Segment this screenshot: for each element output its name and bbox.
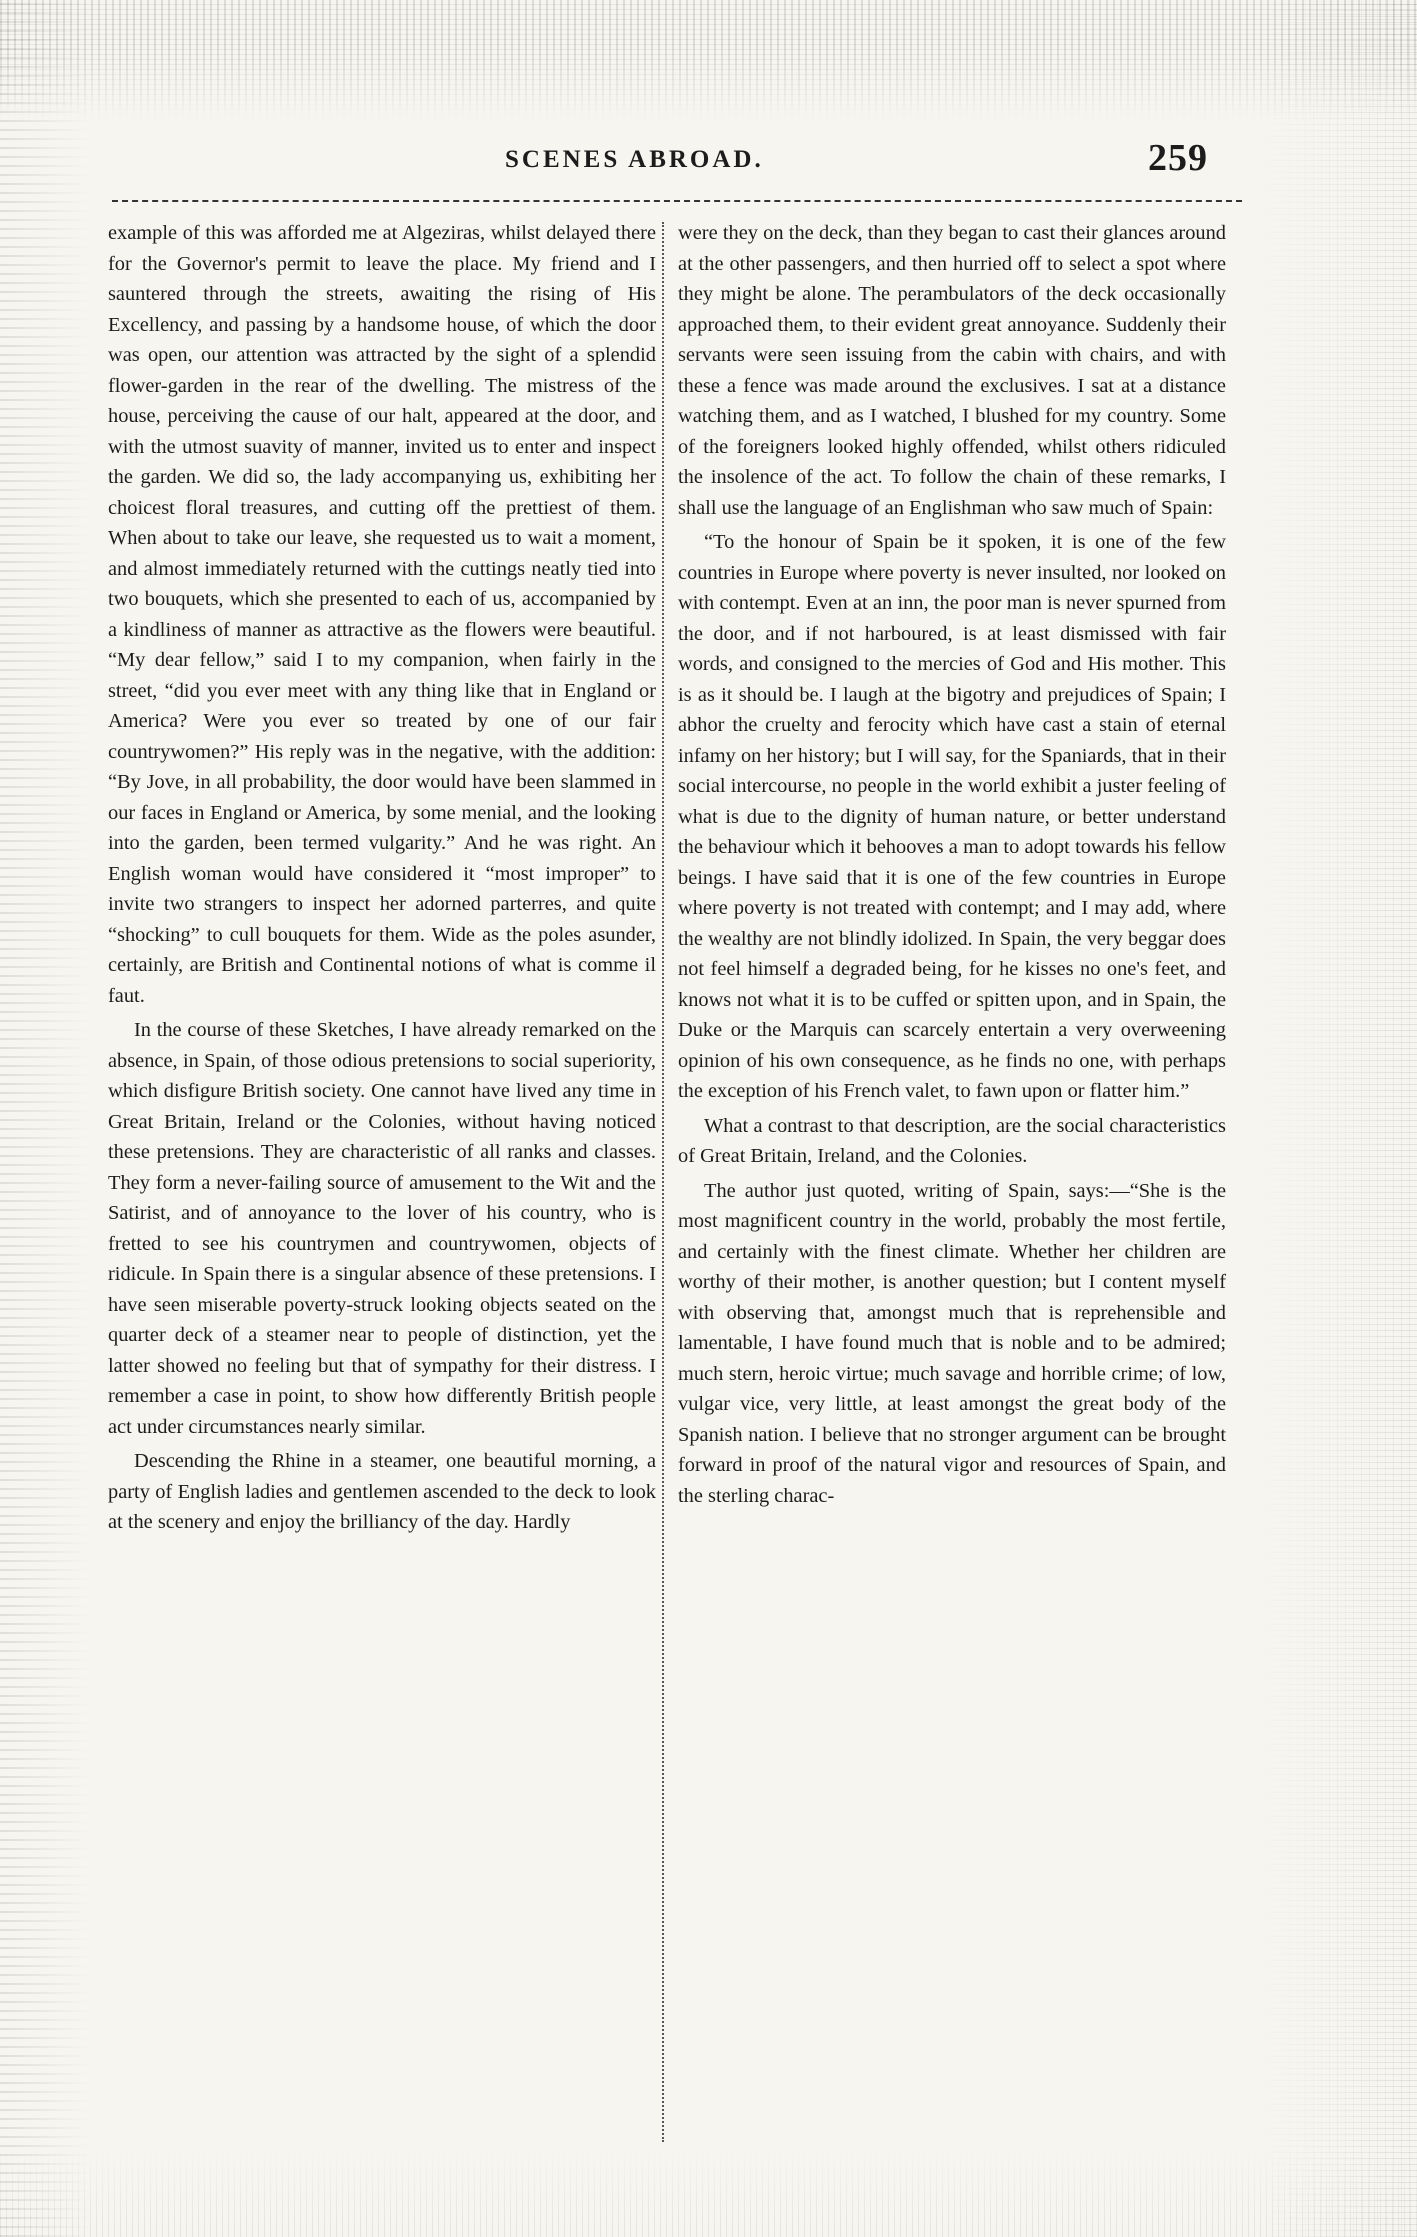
paragraph: example of this was afforded me at Algeziras, whilst delayed there for the Governor's permit to leave the place. My friend and I sauntered through the streets, awaiting the rising of His Excellency, and passing by a handsome house, of which the door was open, our attention was attracted by the sight of a splendid flower-garden in the rear of the dwelling. The mistress of the house, perceiving the cause of our halt, appeared at the door, and with the utmost suavity of manner, invited us to enter and inspect the garden. We did so, the lady accompanying us, exhibiting her choicest floral treasures, and cutting off the prettiest of them. When about to take our leave, she requested us to wait a moment, and almost immediately returned with the cuttings neatly tied into two bouquets, which she presented to each of us, accompanied by a kindliness of manner as attractive as the flowers were beautiful. “My dear fellow,” said I to my companion, when fairly in the street, “did you ever meet with any thing like that in England or America? Were you ever so treated by one of our fair countrywomen?” His reply was in the negative, with the addition: “By Jove, in all probability, the door would have been slammed in our faces in England or America, by some menial, and the looking into the garden, been termed vulgarity.” And he was right. An English woman would have considered it “most improper” to invite two strangers to inspect her adorned parterres, and quite “shocking” to cull bouquets for them. Wide as the poles asunder, certainly, are British and Continental notions of what is comme il faut. xyxy=(108,222,656,1007)
paragraph: “To the honour of Spain be it spoken, it is one of the few countries in Europe where poverty is never insulted, nor looked on with contempt. Even at an inn, the poor man is never spurned from the door, and if not harboured, is at least dismissed with fair words, and consigned to the mercies of God and His mother. This is as it should be. I laugh at the bigotry and prejudices of Spain; I abhor the cruelty and ferocity which have cast a stain of eternal infamy on her history; but I will say, for the Spaniards, that in their social intercourse, no people in the world exhibit a juster feeling of what is due to the dignity of human nature, or better understand the behaviour which it behooves a man to adopt towards his fellow beings. I have said that it is one of the few countries in Europe where poverty is not treated with contempt; and I may add, where the wealthy are not blindly idolized. In Spain, the very beggar does not feel himself a degraded being, for he kisses no one's feet, and knows not what it is to be cuffed or spitten upon, and in Spain, the Duke or the Marquis can scarcely entertain a very overweening opinion of his own consequence, as he finds no one, with perhaps the exception of his French valet, to fawn upon or flatter him.” xyxy=(678,531,1226,1102)
scan-noise-right xyxy=(1257,0,1417,2237)
right-column xyxy=(678,218,1226,1511)
column-divider xyxy=(662,222,664,2142)
scan-noise-bottom xyxy=(0,2147,1417,2237)
paragraph: were they on the deck, than they began to cast their glances around at the other passengers, and then hurried off to select a spot where they might be alone. The perambulators of the deck occasionally approached them, to their evident great annoyance. Suddenly their servants were seen issuing from the cabin with chairs, and with these a fence was made around the exclusives. I sat at a distance watching them, and as I watched, I blushed for my country. Some of the foreigners looked highly offended, whilst others ridiculed the insolence of the act. To follow the chain of these remarks, I shall use the language of an Englishman who saw much of Spain: xyxy=(678,222,1226,519)
header-rule xyxy=(112,200,1242,202)
paragraph: Descending the Rhine in a steamer, one beautiful morning, a party of English ladies and gentlemen ascended to the deck to look at the scenery and enjoy the brilliancy of the day. Hardly xyxy=(108,1450,656,1533)
scan-noise-left xyxy=(0,0,90,2237)
running-head: SCENES ABROAD. xyxy=(505,146,764,173)
page-number: 259 xyxy=(1148,137,1208,179)
paragraph: What a contrast to that description, are the social characteristics of Great Britain, Ireland, and the Colonies. xyxy=(678,1114,1226,1167)
paragraph: In the course of these Sketches, I have already remarked on the absence, in Spain, of those odious pretensions to social superiority, which disfigure British society. One cannot have lived any time in Great Britain, Ireland or the Colonies, without having noticed these pretensions. They are characteristic of all ranks and classes. They form a never-failing source of amusement to the Wit and the Satirist, and of annoyance to the lover of his country, who is fretted to see his countrymen and countrywomen, objects of ridicule. In Spain there is a singular absence of these pretensions. I have seen miserable poverty-struck looking objects seated on the quarter deck of a steamer near to people of distinction, yet the latter showed no feeling but that of sympathy for their distress. I remember a case in point, to show how differently British people act under circumstances nearly similar. xyxy=(108,1019,656,1438)
paragraph: The author just quoted, writing of Spain, says:—“She is the most magnificent country in the world, probably the most fertile, and certainly with the finest climate. Whether her children are worthy of their mother, is another question; but I content myself with observing that, amongst much that is reprehensible and lamentable, I have found much that is noble and to be admired; much stern, heroic virtue; much savage and horrible crime; of low, vulgar vice, very little, at least amongst the great body of the Spanish nation. I believe that no stronger argument can be brought forward in proof of the natural vigor and resources of Spain, and the sterling charac- xyxy=(678,1179,1226,1507)
left-column xyxy=(108,218,656,1538)
scan-noise-top xyxy=(0,0,1417,120)
